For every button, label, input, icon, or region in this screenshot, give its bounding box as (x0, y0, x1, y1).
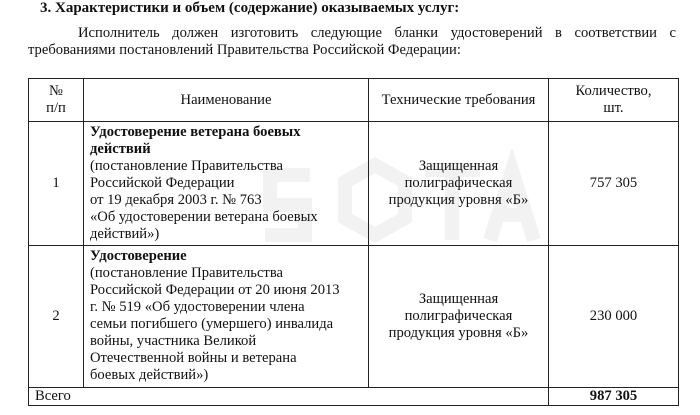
row-name: Удостоверение ветерана боевых действий (постановление Правительства Российской Федерации от 19 декабря 2003 г. № 763 «Об удостоверении ветерана боевых действий») (84, 122, 369, 246)
row-tech: Защищенная полиграфическая продукция уровня «Б» (369, 246, 549, 388)
row-number: 1 (29, 122, 84, 246)
table-row (29, 122, 679, 246)
row-name: Удостоверение (постановление Правительства Российской Федерации от 20 июня 2013 г. № 519 «Об удостоверении члена семьи погибшего (умершего) инвалида войны, участника Великой Отечественной войны и ветерана боевых действий») (84, 246, 369, 388)
header-number: № п/п (29, 79, 84, 122)
row-title: Удостоверение (90, 248, 187, 264)
row-quantity: 757 305 (549, 122, 679, 246)
total-row (29, 388, 679, 406)
header-tech: Технические требования (369, 79, 549, 122)
table-header-row (29, 79, 679, 122)
row-quantity: 230 000 (549, 246, 679, 388)
row-title: Удостоверение ветерана боевых (90, 124, 301, 140)
header-quantity: Количество, шт. (549, 79, 679, 122)
row-title-cont: действий (90, 141, 151, 157)
services-table (28, 78, 679, 406)
header-name: Наименование (84, 79, 369, 122)
section-heading: 3. Характеристики и объем (содержание) оказываемых услуг: (40, 0, 460, 16)
intro-paragraph: Исполнитель должен изготовить следующие бланки удостоверений в соответствии с требованиями постановлений Правительства Российской Федерации: (28, 25, 676, 58)
total-quantity: 987 305 (549, 388, 679, 406)
row-tech: Защищенная полиграфическая продукция уровня «Б» (369, 122, 549, 246)
total-label: Всего (29, 388, 549, 406)
table-row (29, 246, 679, 388)
row-number: 2 (29, 246, 84, 388)
